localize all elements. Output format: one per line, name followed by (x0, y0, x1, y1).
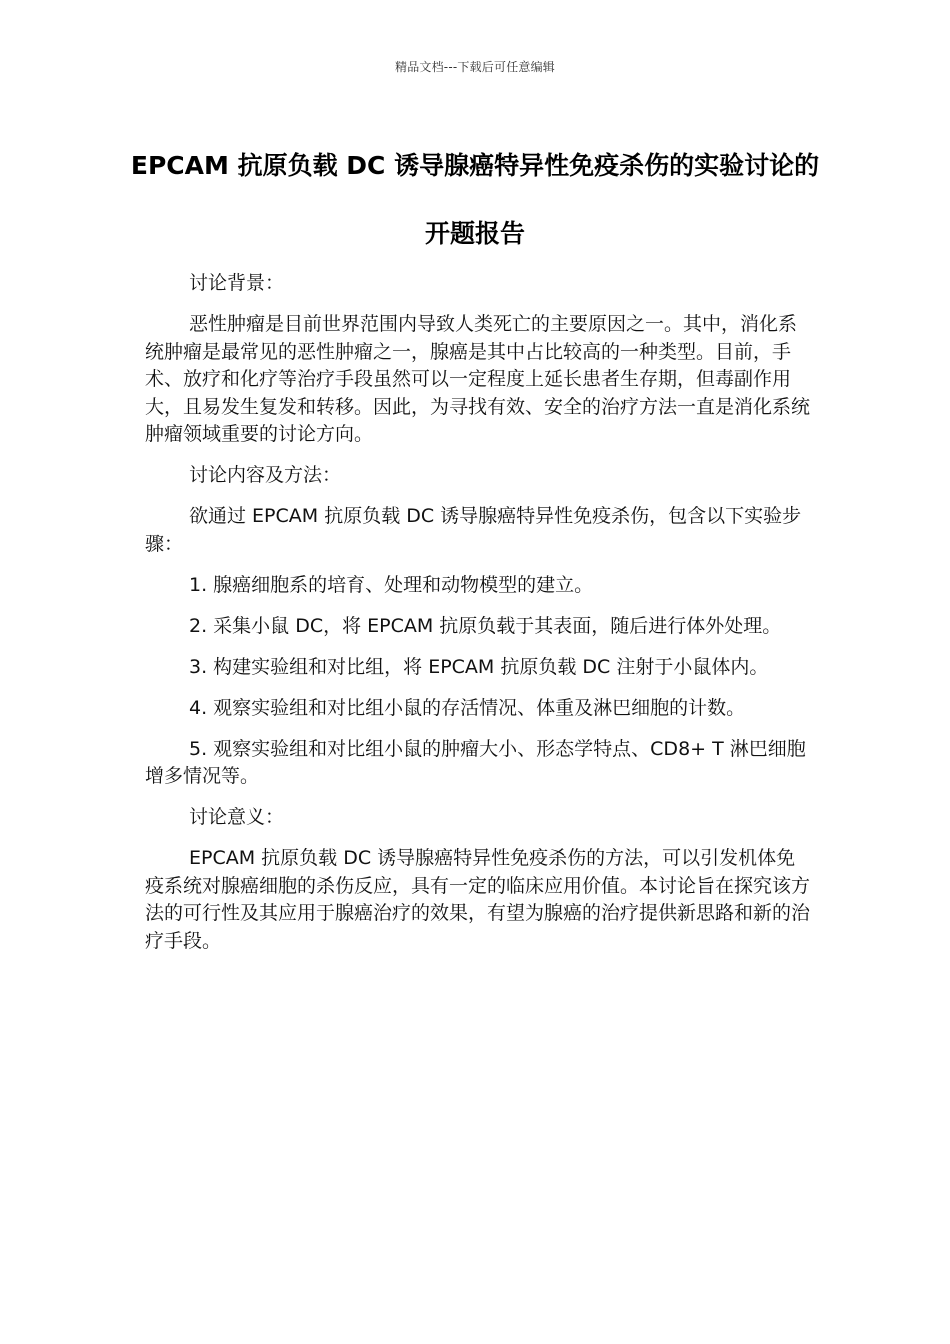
header-note: 精品文档---下载后可任意编辑 (395, 60, 555, 74)
document-body (145, 270, 811, 969)
section-heading-content-methods: 讨论内容及方法： (189, 464, 342, 486)
step-3: 3. 构建实验组和对比组，将 EPCAM 抗原负载 DC 注射于小鼠体内。 (189, 655, 769, 678)
section-heading-significance: 讨论意义： (189, 806, 285, 828)
step-1: 1. 腺癌细胞系的培育、处理和动物模型的建立。 (189, 573, 594, 596)
paragraph-methods-intro: 欲通过 EPCAM 抗原负载 DC 诱导腺癌特异性免疫杀伤，包含以下实验步骤： (145, 505, 802, 555)
paragraph-background: 恶性肿瘤是目前世界范围内导致人类死亡的主要原因之一。其中，消化系统肿瘤是最常见的恶性肿瘤之一，腺癌是其中占比较高的一种类型。目前，手术、放疗和化疗等治疗手段虽然可以一定程度上延长患者生存期，但毒副作用大，且易发生复发和转移。因此，为寻找有效、安全的治疗方法一直是消化系统肿瘤领域重要的讨论方向。 (145, 313, 811, 445)
paragraph-significance: EPCAM 抗原负载 DC 诱导腺癌特异性免疫杀伤的方法，可以引发机体免疫系统对腺癌细胞的杀伤反应，具有一定的临床应用价值。本讨论旨在探究该方法的可行性及其应用于腺癌治疗的效果，有望为腺癌的治疗提供新思路和新的治疗手段。 (145, 847, 811, 952)
document-title: EPCAM 抗原负载 DC 诱导腺癌特异性免疫杀伤的实验讨论的开题报告 (130, 151, 820, 248)
step-5: 5. 观察实验组和对比组小鼠的肿瘤大小、形态学特点、CD8+ T 淋巴细胞增多情况等。 (145, 737, 806, 787)
step-4: 4. 观察实验组和对比组小鼠的存活情况、体重及淋巴细胞的计数。 (189, 696, 746, 719)
step-2: 2. 采集小鼠 DC，将 EPCAM 抗原负载于其表面，随后进行体外处理。 (189, 614, 782, 637)
section-heading-background: 讨论背景： (189, 272, 285, 294)
